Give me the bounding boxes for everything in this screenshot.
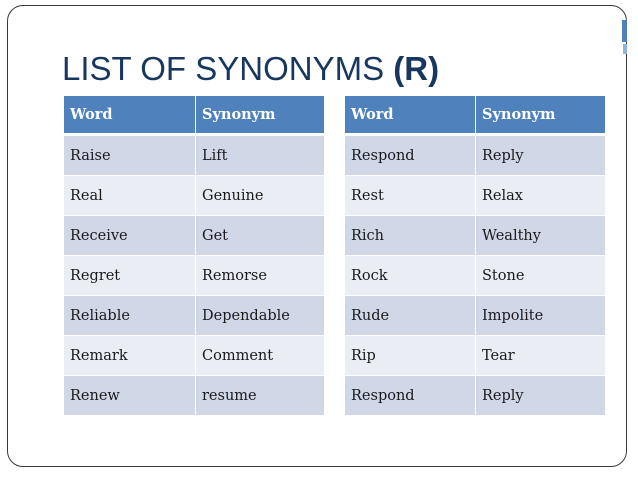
synonym-cell: Lift bbox=[196, 136, 324, 176]
word-cell: Real bbox=[64, 176, 196, 216]
column-header-synonym: Synonym bbox=[476, 96, 605, 136]
synonym-cell: Wealthy bbox=[476, 216, 605, 256]
table-row bbox=[64, 376, 324, 416]
synonym-cell: Stone bbox=[476, 256, 605, 296]
word-cell: Rest bbox=[345, 176, 476, 216]
word-cell: Regret bbox=[64, 256, 196, 296]
accent-bar bbox=[622, 20, 627, 42]
table-row bbox=[345, 216, 605, 256]
word-cell: Respond bbox=[345, 136, 476, 176]
table-row bbox=[345, 376, 605, 416]
table-row bbox=[64, 336, 324, 376]
slide-title-letter: (R) bbox=[393, 50, 440, 87]
synonym-cell: Reply bbox=[476, 376, 605, 416]
table-row bbox=[64, 216, 324, 256]
synonym-cell: Comment bbox=[196, 336, 324, 376]
table-row bbox=[64, 136, 324, 176]
table-row bbox=[345, 136, 605, 176]
column-header-word: Word bbox=[64, 96, 196, 136]
slide-title-main: LIST OF SYNONYMS bbox=[62, 50, 385, 87]
word-cell: Raise bbox=[64, 136, 196, 176]
table-header-row bbox=[345, 96, 605, 136]
word-cell: Reliable bbox=[64, 296, 196, 336]
word-cell: Receive bbox=[64, 216, 196, 256]
word-cell: Rock bbox=[345, 256, 476, 296]
synonym-cell: Relax bbox=[476, 176, 605, 216]
synonym-cell: Genuine bbox=[196, 176, 324, 216]
word-cell: Rich bbox=[345, 216, 476, 256]
table-header-row bbox=[64, 96, 324, 136]
word-cell: Respond bbox=[345, 376, 476, 416]
column-header-word: Word bbox=[345, 96, 476, 136]
synonym-table-right bbox=[345, 96, 605, 416]
synonym-cell: Impolite bbox=[476, 296, 605, 336]
table-row bbox=[64, 256, 324, 296]
accent-bar-small bbox=[623, 44, 627, 54]
word-cell: Renew bbox=[64, 376, 196, 416]
table-row bbox=[345, 296, 605, 336]
word-cell: Rude bbox=[345, 296, 476, 336]
synonym-cell: Reply bbox=[476, 136, 605, 176]
synonym-cell: Dependable bbox=[196, 296, 324, 336]
table-row bbox=[345, 256, 605, 296]
table-row bbox=[345, 336, 605, 376]
synonym-cell: Get bbox=[196, 216, 324, 256]
slide-title bbox=[62, 50, 439, 88]
table-row bbox=[64, 296, 324, 336]
synonym-cell: Remorse bbox=[196, 256, 324, 296]
word-cell: Remark bbox=[64, 336, 196, 376]
synonym-cell: resume bbox=[196, 376, 324, 416]
synonym-cell: Tear bbox=[476, 336, 605, 376]
table-row bbox=[345, 176, 605, 216]
synonym-table-left bbox=[64, 96, 324, 416]
word-cell: Rip bbox=[345, 336, 476, 376]
table-row bbox=[64, 176, 324, 216]
column-header-synonym: Synonym bbox=[196, 96, 324, 136]
